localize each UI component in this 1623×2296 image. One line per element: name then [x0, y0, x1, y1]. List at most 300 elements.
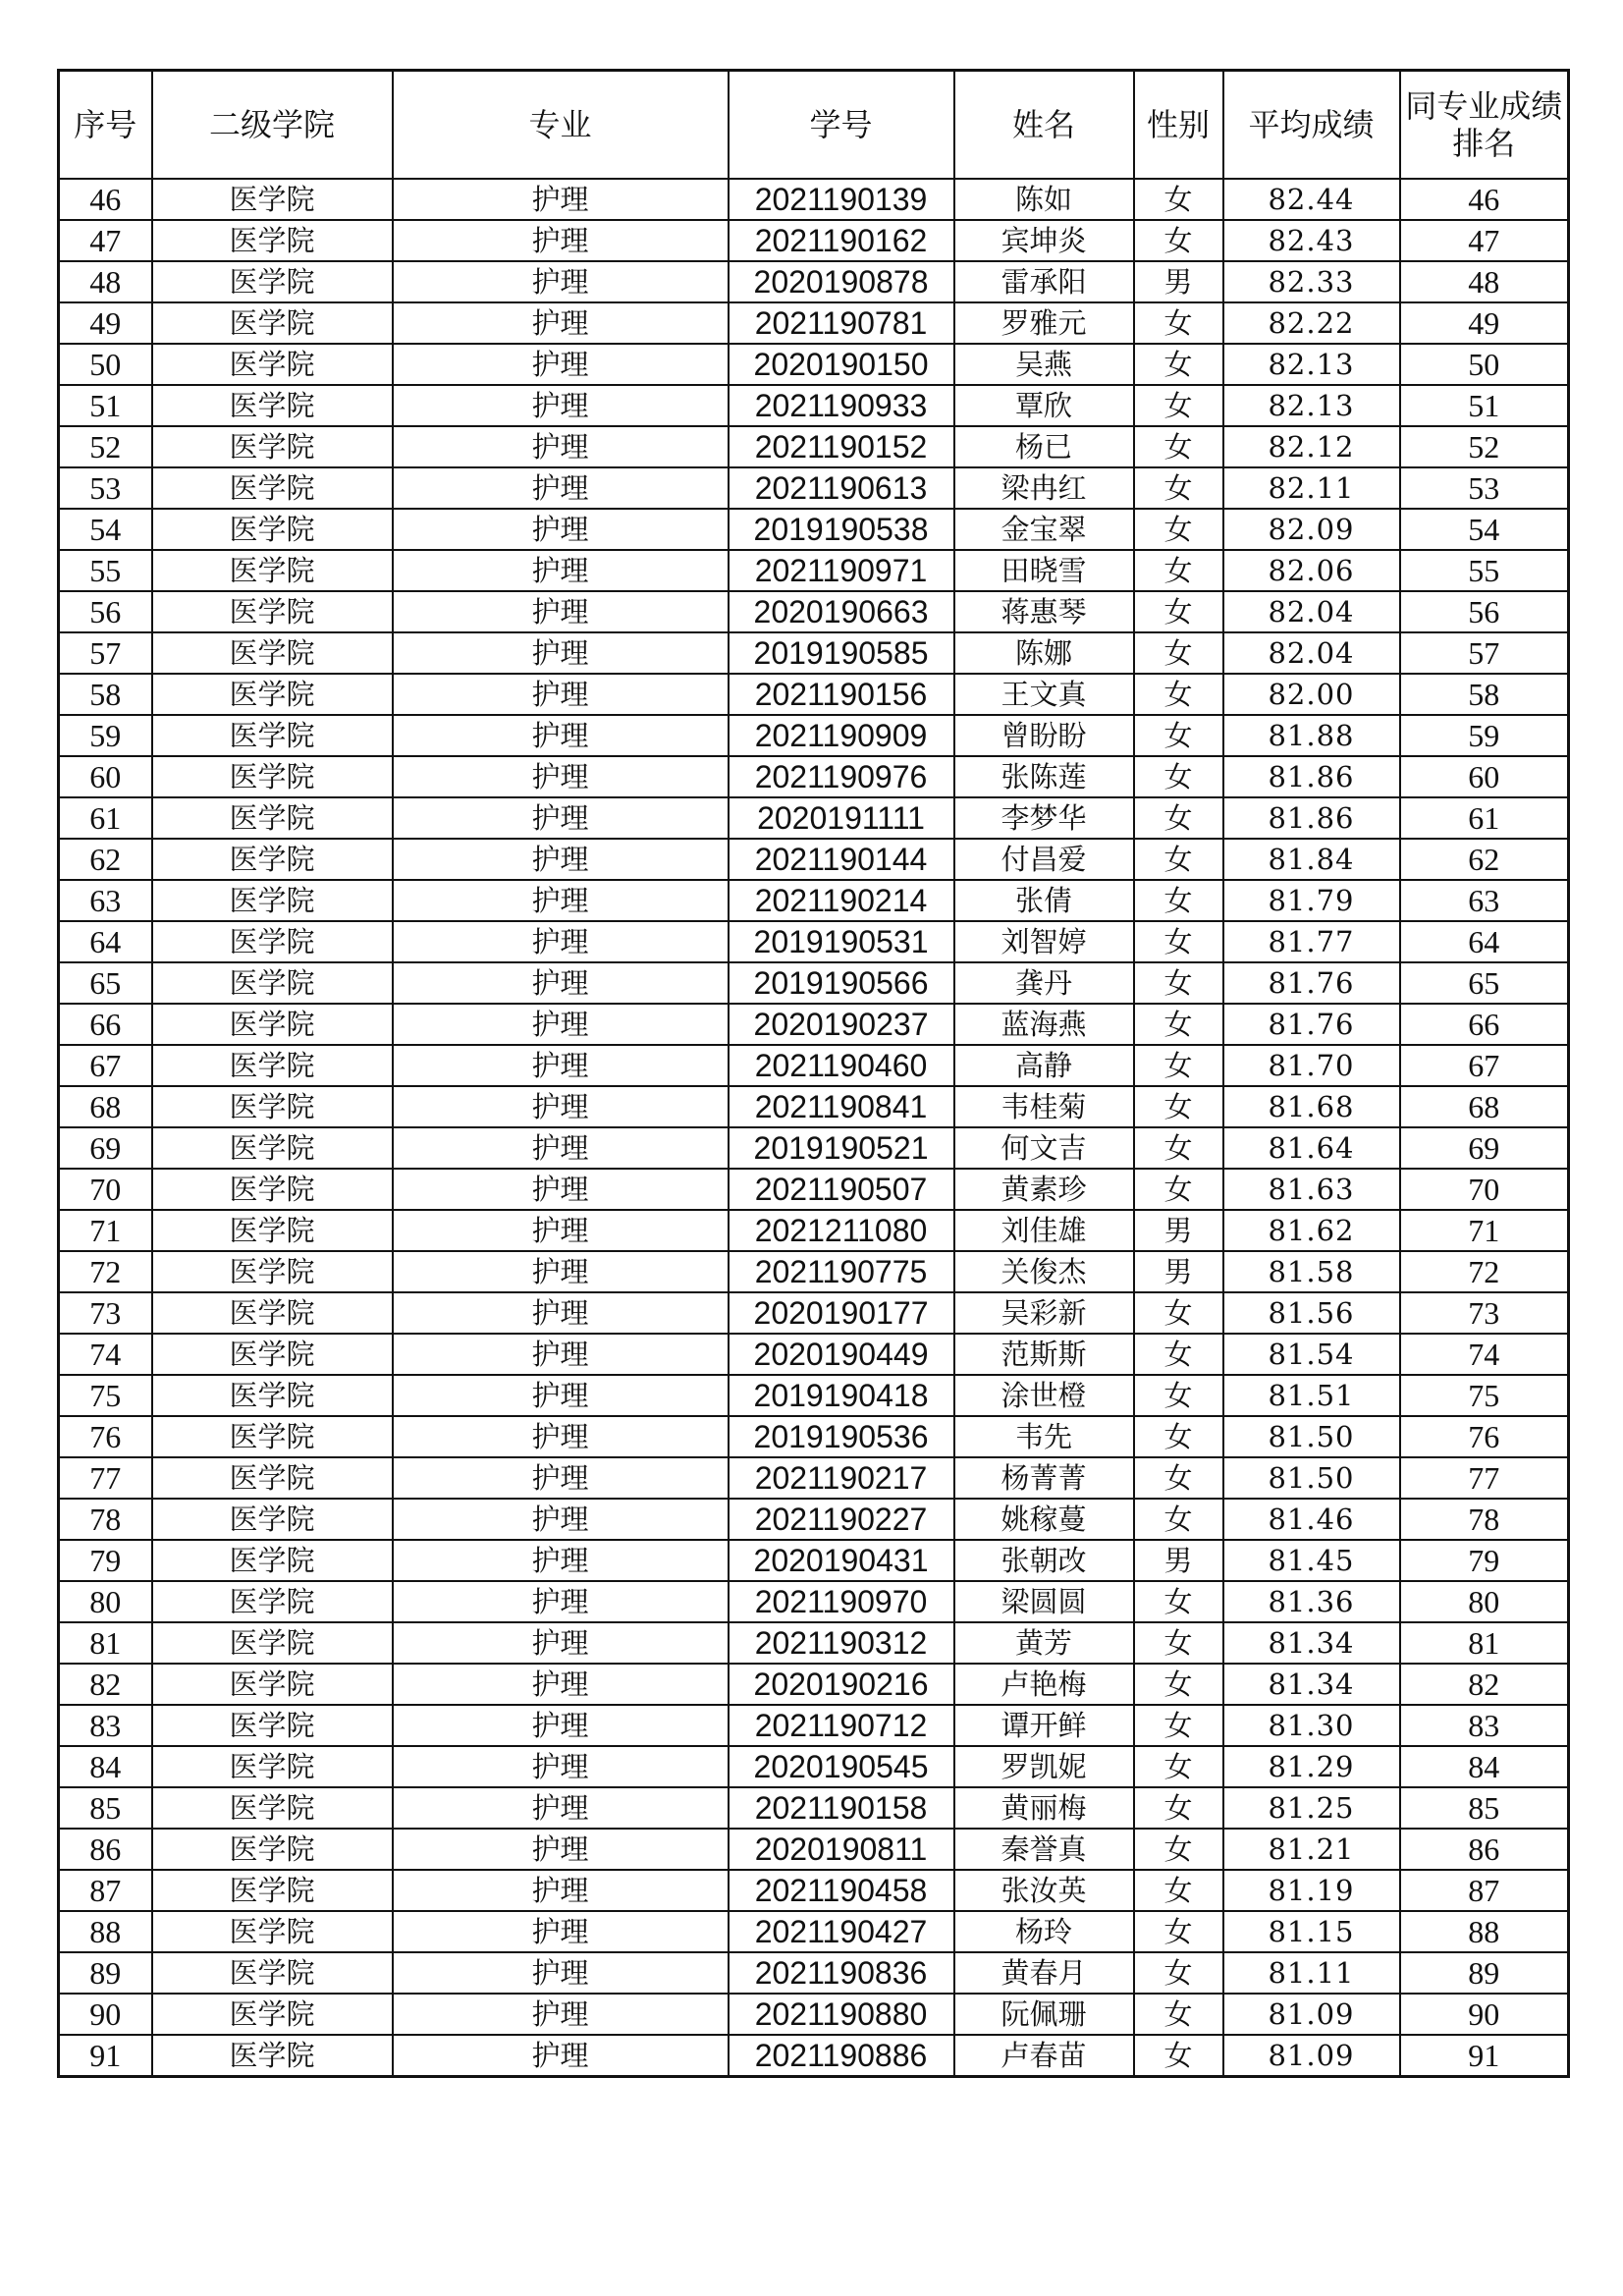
table-row	[59, 1870, 1569, 1911]
cell-major: 护理	[393, 1004, 729, 1045]
cell-name: 宾坤炎	[954, 220, 1134, 261]
table-row	[59, 591, 1569, 632]
cell-avg-score: 82.43	[1223, 220, 1400, 261]
cell-rank: 78	[1400, 1499, 1569, 1540]
cell-major: 护理	[393, 1251, 729, 1292]
cell-gender: 女	[1134, 1086, 1223, 1127]
cell-gender: 女	[1134, 632, 1223, 674]
cell-gender: 女	[1134, 921, 1223, 962]
cell-index: 53	[59, 467, 152, 509]
header-major: 专业	[393, 71, 729, 180]
cell-major: 护理	[393, 962, 729, 1004]
cell-student-id: 2020191111	[729, 797, 954, 839]
cell-gender: 女	[1134, 1746, 1223, 1787]
cell-gender: 女	[1134, 1705, 1223, 1746]
cell-avg-score: 81.50	[1223, 1457, 1400, 1499]
table-header	[59, 71, 1569, 180]
table-row	[59, 1127, 1569, 1169]
cell-index: 52	[59, 426, 152, 467]
header-gender: 性别	[1134, 71, 1223, 180]
cell-avg-score: 81.76	[1223, 962, 1400, 1004]
cell-college: 医学院	[152, 550, 393, 591]
table-row	[59, 1829, 1569, 1870]
cell-name: 卢春苗	[954, 2035, 1134, 2077]
cell-major: 护理	[393, 344, 729, 385]
cell-gender: 男	[1134, 1540, 1223, 1581]
cell-major: 护理	[393, 756, 729, 797]
cell-rank: 47	[1400, 220, 1569, 261]
cell-gender: 女	[1134, 509, 1223, 550]
table-row	[59, 1375, 1569, 1416]
cell-college: 医学院	[152, 632, 393, 674]
cell-gender: 女	[1134, 715, 1223, 756]
table-row	[59, 261, 1569, 302]
cell-avg-score: 81.29	[1223, 1746, 1400, 1787]
cell-gender: 女	[1134, 1169, 1223, 1210]
header-index: 序号	[59, 71, 152, 180]
cell-major: 护理	[393, 509, 729, 550]
table-row	[59, 1045, 1569, 1086]
cell-index: 77	[59, 1457, 152, 1499]
cell-rank: 68	[1400, 1086, 1569, 1127]
cell-gender: 女	[1134, 1499, 1223, 1540]
cell-student-id: 2021190460	[729, 1045, 954, 1086]
cell-avg-score: 81.46	[1223, 1499, 1400, 1540]
cell-student-id: 2021190970	[729, 1581, 954, 1622]
cell-major: 护理	[393, 797, 729, 839]
cell-major: 护理	[393, 1540, 729, 1581]
cell-rank: 81	[1400, 1622, 1569, 1664]
cell-college: 医学院	[152, 1952, 393, 1994]
cell-rank: 71	[1400, 1210, 1569, 1251]
cell-college: 医学院	[152, 1664, 393, 1705]
cell-college: 医学院	[152, 1004, 393, 1045]
cell-student-id: 2020190545	[729, 1746, 954, 1787]
cell-rank: 64	[1400, 921, 1569, 962]
cell-gender: 女	[1134, 2035, 1223, 2077]
table-row	[59, 839, 1569, 880]
cell-student-id: 2021190312	[729, 1622, 954, 1664]
cell-rank: 55	[1400, 550, 1569, 591]
cell-name: 雷承阳	[954, 261, 1134, 302]
cell-gender: 女	[1134, 880, 1223, 921]
cell-index: 86	[59, 1829, 152, 1870]
cell-student-id: 2021190712	[729, 1705, 954, 1746]
cell-avg-score: 81.15	[1223, 1911, 1400, 1952]
cell-avg-score: 81.56	[1223, 1292, 1400, 1334]
table-row	[59, 1746, 1569, 1787]
cell-name: 韦先	[954, 1416, 1134, 1457]
header-college: 二级学院	[152, 71, 393, 180]
table-row	[59, 1457, 1569, 1499]
cell-index: 78	[59, 1499, 152, 1540]
table-row	[59, 302, 1569, 344]
cell-college: 医学院	[152, 1086, 393, 1127]
cell-gender: 女	[1134, 797, 1223, 839]
cell-gender: 男	[1134, 1210, 1223, 1251]
cell-avg-score: 82.22	[1223, 302, 1400, 344]
cell-rank: 69	[1400, 1127, 1569, 1169]
cell-college: 医学院	[152, 261, 393, 302]
cell-avg-score: 81.30	[1223, 1705, 1400, 1746]
cell-rank: 82	[1400, 1664, 1569, 1705]
table-row	[59, 426, 1569, 467]
cell-name: 李梦华	[954, 797, 1134, 839]
cell-major: 护理	[393, 1622, 729, 1664]
cell-rank: 56	[1400, 591, 1569, 632]
cell-student-id: 2021190880	[729, 1994, 954, 2035]
cell-index: 71	[59, 1210, 152, 1251]
cell-name: 张陈莲	[954, 756, 1134, 797]
cell-major: 护理	[393, 1086, 729, 1127]
cell-rank: 53	[1400, 467, 1569, 509]
cell-major: 护理	[393, 839, 729, 880]
cell-college: 医学院	[152, 1210, 393, 1251]
cell-name: 刘智婷	[954, 921, 1134, 962]
cell-college: 医学院	[152, 302, 393, 344]
table-row	[59, 632, 1569, 674]
cell-student-id: 2021211080	[729, 1210, 954, 1251]
cell-rank: 83	[1400, 1705, 1569, 1746]
table-row	[59, 344, 1569, 385]
cell-student-id: 2020190811	[729, 1829, 954, 1870]
cell-name: 涂世橙	[954, 1375, 1134, 1416]
cell-index: 74	[59, 1334, 152, 1375]
cell-index: 81	[59, 1622, 152, 1664]
cell-index: 66	[59, 1004, 152, 1045]
cell-gender: 女	[1134, 179, 1223, 220]
cell-index: 50	[59, 344, 152, 385]
cell-avg-score: 82.00	[1223, 674, 1400, 715]
cell-gender: 女	[1134, 220, 1223, 261]
cell-avg-score: 81.45	[1223, 1540, 1400, 1581]
cell-avg-score: 81.51	[1223, 1375, 1400, 1416]
cell-avg-score: 81.88	[1223, 715, 1400, 756]
cell-name: 姚稼蔓	[954, 1499, 1134, 1540]
header-name: 姓名	[954, 71, 1134, 180]
cell-rank: 87	[1400, 1870, 1569, 1911]
cell-gender: 女	[1134, 385, 1223, 426]
header-row	[59, 71, 1569, 180]
cell-student-id: 2019190521	[729, 1127, 954, 1169]
cell-student-id: 2021190214	[729, 880, 954, 921]
table-row	[59, 1004, 1569, 1045]
cell-college: 医学院	[152, 839, 393, 880]
cell-major: 护理	[393, 2035, 729, 2077]
cell-major: 护理	[393, 1127, 729, 1169]
cell-gender: 男	[1134, 261, 1223, 302]
cell-name: 王文真	[954, 674, 1134, 715]
cell-name: 杨玲	[954, 1911, 1134, 1952]
cell-avg-score: 82.11	[1223, 467, 1400, 509]
cell-gender: 男	[1134, 1251, 1223, 1292]
cell-index: 59	[59, 715, 152, 756]
cell-major: 护理	[393, 302, 729, 344]
cell-student-id: 2019190536	[729, 1416, 954, 1457]
cell-gender: 女	[1134, 1994, 1223, 2035]
cell-rank: 65	[1400, 962, 1569, 1004]
cell-avg-score: 81.64	[1223, 1127, 1400, 1169]
cell-college: 医学院	[152, 467, 393, 509]
cell-avg-score: 81.09	[1223, 2035, 1400, 2077]
cell-avg-score: 81.58	[1223, 1251, 1400, 1292]
cell-index: 54	[59, 509, 152, 550]
cell-major: 护理	[393, 179, 729, 220]
cell-student-id: 2021190781	[729, 302, 954, 344]
cell-name: 蒋惠琴	[954, 591, 1134, 632]
cell-college: 医学院	[152, 1870, 393, 1911]
cell-major: 护理	[393, 1169, 729, 1210]
cell-college: 医学院	[152, 715, 393, 756]
cell-gender: 女	[1134, 674, 1223, 715]
cell-name: 覃欣	[954, 385, 1134, 426]
cell-student-id: 2021190909	[729, 715, 954, 756]
cell-rank: 62	[1400, 839, 1569, 880]
cell-avg-score: 82.13	[1223, 385, 1400, 426]
cell-index: 72	[59, 1251, 152, 1292]
table-row	[59, 1705, 1569, 1746]
table-row	[59, 1911, 1569, 1952]
header-avg-score: 平均成绩	[1223, 71, 1400, 180]
cell-college: 医学院	[152, 756, 393, 797]
cell-index: 47	[59, 220, 152, 261]
cell-avg-score: 81.21	[1223, 1829, 1400, 1870]
cell-major: 护理	[393, 1210, 729, 1251]
cell-major: 护理	[393, 1911, 729, 1952]
cell-avg-score: 81.50	[1223, 1416, 1400, 1457]
cell-gender: 女	[1134, 1334, 1223, 1375]
cell-avg-score: 82.04	[1223, 632, 1400, 674]
cell-student-id: 2020190177	[729, 1292, 954, 1334]
cell-name: 吴彩新	[954, 1292, 1134, 1334]
cell-major: 护理	[393, 1952, 729, 1994]
cell-index: 88	[59, 1911, 152, 1952]
cell-rank: 48	[1400, 261, 1569, 302]
cell-college: 医学院	[152, 1994, 393, 2035]
cell-name: 黄素珍	[954, 1169, 1134, 1210]
cell-student-id: 2021190139	[729, 179, 954, 220]
cell-avg-score: 82.04	[1223, 591, 1400, 632]
cell-name: 金宝翠	[954, 509, 1134, 550]
cell-gender: 女	[1134, 962, 1223, 1004]
cell-major: 护理	[393, 1664, 729, 1705]
cell-name: 高静	[954, 1045, 1134, 1086]
cell-major: 护理	[393, 1045, 729, 1086]
cell-name: 曾盼盼	[954, 715, 1134, 756]
table-row	[59, 1251, 1569, 1292]
cell-name: 吴燕	[954, 344, 1134, 385]
cell-gender: 女	[1134, 1664, 1223, 1705]
cell-index: 49	[59, 302, 152, 344]
cell-index: 48	[59, 261, 152, 302]
cell-major: 护理	[393, 1870, 729, 1911]
table-row	[59, 715, 1569, 756]
cell-major: 护理	[393, 426, 729, 467]
cell-major: 护理	[393, 715, 729, 756]
table-row	[59, 674, 1569, 715]
cell-major: 护理	[393, 632, 729, 674]
cell-avg-score: 82.13	[1223, 344, 1400, 385]
cell-student-id: 2020190237	[729, 1004, 954, 1045]
cell-gender: 女	[1134, 1787, 1223, 1829]
cell-name: 陈如	[954, 179, 1134, 220]
cell-avg-score: 82.12	[1223, 426, 1400, 467]
cell-avg-score: 81.54	[1223, 1334, 1400, 1375]
cell-rank: 75	[1400, 1375, 1569, 1416]
cell-name: 阮佩珊	[954, 1994, 1134, 2035]
table-row	[59, 1210, 1569, 1251]
cell-rank: 89	[1400, 1952, 1569, 1994]
cell-gender: 女	[1134, 1581, 1223, 1622]
cell-student-id: 2021190836	[729, 1952, 954, 1994]
cell-rank: 70	[1400, 1169, 1569, 1210]
cell-index: 91	[59, 2035, 152, 2077]
cell-avg-score: 81.70	[1223, 1045, 1400, 1086]
cell-student-id: 2020190216	[729, 1664, 954, 1705]
cell-gender: 女	[1134, 344, 1223, 385]
cell-index: 51	[59, 385, 152, 426]
cell-index: 55	[59, 550, 152, 591]
cell-index: 80	[59, 1581, 152, 1622]
cell-rank: 76	[1400, 1416, 1569, 1457]
cell-index: 60	[59, 756, 152, 797]
cell-rank: 52	[1400, 426, 1569, 467]
cell-index: 57	[59, 632, 152, 674]
cell-student-id: 2021190156	[729, 674, 954, 715]
cell-rank: 61	[1400, 797, 1569, 839]
cell-rank: 59	[1400, 715, 1569, 756]
cell-index: 89	[59, 1952, 152, 1994]
cell-student-id: 2021190427	[729, 1911, 954, 1952]
cell-college: 医学院	[152, 1251, 393, 1292]
cell-name: 付昌爱	[954, 839, 1134, 880]
table-row	[59, 1787, 1569, 1829]
table-row	[59, 1952, 1569, 1994]
table-row	[59, 385, 1569, 426]
cell-rank: 74	[1400, 1334, 1569, 1375]
cell-name: 罗雅元	[954, 302, 1134, 344]
cell-rank: 50	[1400, 344, 1569, 385]
cell-avg-score: 81.19	[1223, 1870, 1400, 1911]
cell-index: 62	[59, 839, 152, 880]
cell-gender: 女	[1134, 839, 1223, 880]
cell-student-id: 2021190507	[729, 1169, 954, 1210]
cell-major: 护理	[393, 1787, 729, 1829]
table-row	[59, 509, 1569, 550]
cell-student-id: 2020190878	[729, 261, 954, 302]
cell-index: 61	[59, 797, 152, 839]
cell-avg-score: 81.36	[1223, 1581, 1400, 1622]
header-rank: 同专业成绩排名	[1400, 71, 1569, 180]
table-row	[59, 1416, 1569, 1457]
cell-college: 医学院	[152, 1457, 393, 1499]
cell-major: 护理	[393, 1416, 729, 1457]
cell-gender: 女	[1134, 1004, 1223, 1045]
cell-rank: 80	[1400, 1581, 1569, 1622]
cell-rank: 54	[1400, 509, 1569, 550]
cell-college: 医学院	[152, 1705, 393, 1746]
cell-college: 医学院	[152, 1829, 393, 1870]
cell-college: 医学院	[152, 1169, 393, 1210]
cell-college: 医学院	[152, 344, 393, 385]
cell-avg-score: 81.25	[1223, 1787, 1400, 1829]
cell-name: 黄春月	[954, 1952, 1134, 1994]
cell-major: 护理	[393, 1334, 729, 1375]
table-row	[59, 1169, 1569, 1210]
cell-student-id: 2019190531	[729, 921, 954, 962]
cell-student-id: 2021190886	[729, 2035, 954, 2077]
cell-gender: 女	[1134, 1870, 1223, 1911]
cell-major: 护理	[393, 880, 729, 921]
table-row	[59, 550, 1569, 591]
cell-rank: 85	[1400, 1787, 1569, 1829]
table-row	[59, 921, 1569, 962]
table-row	[59, 1499, 1569, 1540]
table-row	[59, 797, 1569, 839]
cell-college: 医学院	[152, 1045, 393, 1086]
cell-avg-score: 81.09	[1223, 1994, 1400, 2035]
cell-name: 谭开鲜	[954, 1705, 1134, 1746]
table-row	[59, 1622, 1569, 1664]
cell-student-id: 2021190458	[729, 1870, 954, 1911]
cell-college: 医学院	[152, 1622, 393, 1664]
cell-rank: 66	[1400, 1004, 1569, 1045]
cell-major: 护理	[393, 220, 729, 261]
cell-name: 秦誉真	[954, 1829, 1134, 1870]
cell-major: 护理	[393, 385, 729, 426]
cell-college: 医学院	[152, 1127, 393, 1169]
cell-avg-score: 81.11	[1223, 1952, 1400, 1994]
cell-avg-score: 82.44	[1223, 179, 1400, 220]
cell-major: 护理	[393, 261, 729, 302]
cell-rank: 86	[1400, 1829, 1569, 1870]
cell-rank: 60	[1400, 756, 1569, 797]
cell-gender: 女	[1134, 591, 1223, 632]
cell-rank: 67	[1400, 1045, 1569, 1086]
cell-index: 87	[59, 1870, 152, 1911]
cell-index: 84	[59, 1746, 152, 1787]
cell-avg-score: 81.86	[1223, 756, 1400, 797]
cell-name: 杨菁菁	[954, 1457, 1134, 1499]
cell-index: 46	[59, 179, 152, 220]
cell-college: 医学院	[152, 921, 393, 962]
cell-index: 56	[59, 591, 152, 632]
cell-gender: 女	[1134, 1416, 1223, 1457]
cell-gender: 女	[1134, 1457, 1223, 1499]
table-row	[59, 1540, 1569, 1581]
cell-name: 刘佳雄	[954, 1210, 1134, 1251]
grade-ranking-sheet	[57, 69, 1567, 2078]
cell-avg-score: 81.76	[1223, 1004, 1400, 1045]
cell-index: 65	[59, 962, 152, 1004]
cell-gender: 女	[1134, 1952, 1223, 1994]
cell-student-id: 2021190933	[729, 385, 954, 426]
cell-index: 69	[59, 1127, 152, 1169]
cell-gender: 女	[1134, 1622, 1223, 1664]
cell-college: 医学院	[152, 426, 393, 467]
cell-student-id: 2019190566	[729, 962, 954, 1004]
cell-name: 陈娜	[954, 632, 1134, 674]
cell-avg-score: 81.34	[1223, 1664, 1400, 1705]
table-row	[59, 756, 1569, 797]
cell-major: 护理	[393, 674, 729, 715]
table-row	[59, 880, 1569, 921]
cell-index: 85	[59, 1787, 152, 1829]
cell-index: 75	[59, 1375, 152, 1416]
cell-college: 医学院	[152, 962, 393, 1004]
cell-college: 医学院	[152, 2035, 393, 2077]
cell-major: 护理	[393, 1994, 729, 2035]
